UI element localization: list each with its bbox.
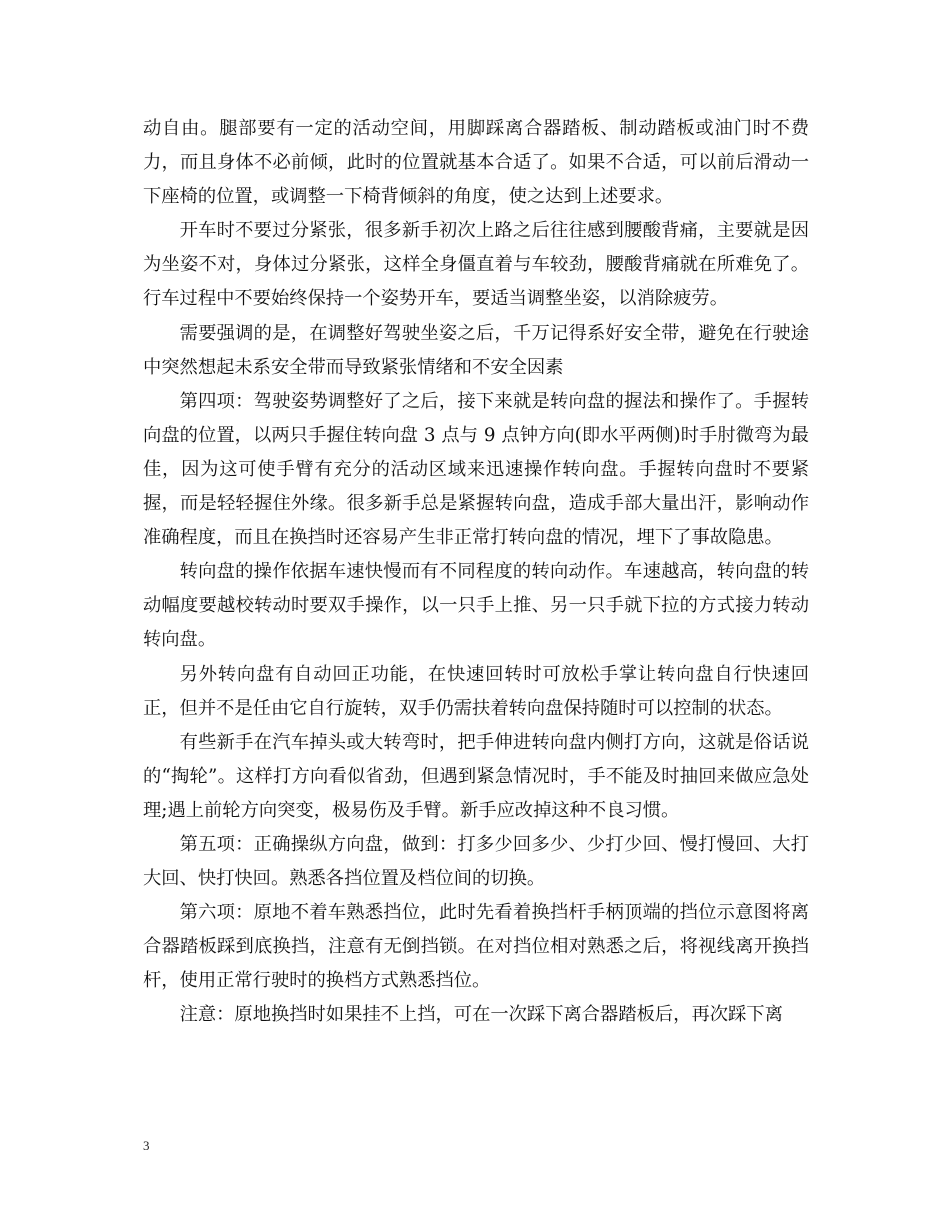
paragraph-8: 第五项：正确操纵方向盘，做到：打多少回多少、少打少回、慢打慢回、大打大回、快打快回。熟悉各挡位置及档位间的切换。 bbox=[143, 833, 809, 890]
paragraph-7: 有些新手在汽车掉头或大转弯时，把手伸进转向盘内侧打方向，这就是俗话说的“掏轮”。这样打方向看似省劲，但遇到紧急情况时，手不能及时抽回来做应急处理;遇上前轮方向突变，极易伤及手臂。新手应改掉这种不良习惯。 bbox=[143, 731, 809, 821]
paragraph-9: 第六项：原地不着车熟悉挡位，此时先看着换挡杆手柄顶端的挡位示意图将离合器踏板踩到底换挡，注意有无倒挡锁。在对挡位相对熟悉之后，将视线离开换挡杆，使用正常行驶时的换档方式熟悉挡位。 bbox=[143, 902, 809, 992]
paragraph-1: 动自由。腿部要有一定的活动空间，用脚踩离合器踏板、制动踏板或油门时不费力，而且身体不必前倾，此时的位置就基本合适了。如果不合适，可以前后滑动一下座椅的位置，或调整一下椅背倾斜的角度，使之达到上述要求。 bbox=[143, 118, 809, 208]
document-body bbox=[143, 112, 809, 1033]
page-number: 3 bbox=[143, 1138, 150, 1153]
paragraph-10: 注意：原地换挡时如果挂不上挡，可在一次踩下离合器踏板后，再次踩下离 bbox=[179, 1004, 783, 1026]
paragraph-6: 另外转向盘有自动回正功能，在快速回转时可放松手掌让转向盘自行快速回正，但并不是任由它自行旋转，双手仍需扶着转向盘保持随时可以控制的状态。 bbox=[143, 663, 809, 719]
paragraph-3: 需要强调的是，在调整好驾驶坐姿之后，千万记得系好安全带，避免在行驶途中突然想起未系安全带而导致紧张情绪和不安全因素 bbox=[143, 322, 809, 378]
paragraph-4: 第四项：驾驶姿势调整好了之后，接下来就是转向盘的握法和操作了。手握转向盘的位置，以两只手握住转向盘 3 点与 9 点钟方向(即水平两侧)时手肘微弯为最佳，因为这可使手臂有充分的活动区域来迅速操作转向盘。手握转向盘时不要紧握，而是轻轻握住外缘。很多新手总是紧握转向盘，造成手部大量出汗，影响动作准确程度，而且在换挡时还容易产生非正常打转向盘的情况，埋下了事故隐患。 bbox=[143, 390, 809, 549]
paragraph-5: 转向盘的操作依据车速快慢而有不同程度的转向动作。车速越高，转向盘的转动幅度要越校转动时要双手操作，以一只手上推、另一只手就下拉的方式接力转动转向盘。 bbox=[143, 561, 809, 651]
paragraph-2: 开车时不要过分紧张，很多新手初次上路之后往往感到腰酸背痛，主要就是因为坐姿不对，身体过分紧张，这样全身僵直着与车较劲，腰酸背痛就在所难免了。行车过程中不要始终保持一个姿势开车，要适当调整坐姿，以消除疲劳。 bbox=[143, 220, 809, 310]
